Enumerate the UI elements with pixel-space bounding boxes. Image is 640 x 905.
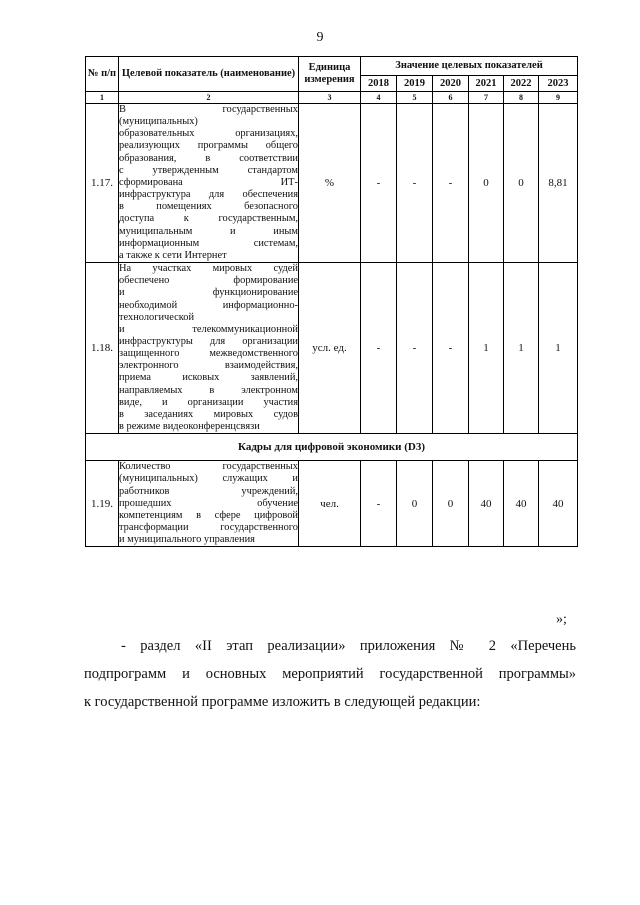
- column-number: 7: [469, 92, 504, 104]
- paragraph-line: - раздел «II этап реализации» приложения № 2 «Перечень: [121, 638, 576, 654]
- value-cell: 0: [469, 104, 504, 263]
- column-number: 4: [361, 92, 397, 104]
- paragraph-line: подпрограмм и основных мероприятий государственной программы»: [84, 666, 576, 682]
- header-year: 2023: [539, 76, 578, 92]
- header-num: № п/п: [86, 57, 119, 92]
- indicator-description: [119, 104, 299, 263]
- description-line: сформирована ИТ-: [119, 176, 298, 188]
- column-number: 5: [397, 92, 433, 104]
- value-cell: 8,81: [539, 104, 578, 263]
- description-line: а также к сети Интернет: [119, 249, 227, 261]
- column-number: 8: [504, 92, 539, 104]
- description-line: компетенциям в сфере цифровой: [119, 509, 298, 521]
- paragraph-line: к государственной программе изложить в следующей редакции:: [84, 694, 481, 710]
- value-cell: 1: [539, 263, 578, 434]
- column-number: 2: [119, 92, 299, 104]
- value-cell: 40: [469, 461, 504, 547]
- header-year: 2019: [397, 76, 433, 92]
- table-row: [86, 104, 578, 263]
- description-line: и телекоммуникационной: [119, 323, 298, 335]
- description-line: и функционирование: [119, 287, 298, 299]
- header-year: 2018: [361, 76, 397, 92]
- description-line: (муниципальных) служащих и: [119, 473, 298, 485]
- value-cell: -: [397, 263, 433, 434]
- table-row: [86, 263, 578, 434]
- description-line: приема исковых заявлений,: [119, 372, 298, 384]
- value-cell: 40: [539, 461, 578, 547]
- header-year: 2021: [469, 76, 504, 92]
- value-cell: -: [361, 263, 397, 434]
- column-number: 6: [433, 92, 469, 104]
- description-line: реализующих программы общего: [119, 140, 298, 152]
- description-line: прошедших обучение: [119, 497, 298, 509]
- value-cell: 1: [504, 263, 539, 434]
- description-line: В государственных: [119, 104, 298, 115]
- description-line: электронного взаимодействия,: [119, 360, 298, 372]
- header-year: 2022: [504, 76, 539, 92]
- description-line: с утвержденным стандартом: [119, 164, 298, 176]
- description-line: доступа к государственным,: [119, 213, 298, 225]
- value-cell: -: [361, 104, 397, 263]
- description-line: и муниципального управления: [119, 534, 255, 546]
- header-indicator: Целевой показатель (наименование): [119, 57, 299, 92]
- description-line: виде, и организации участия: [119, 396, 298, 408]
- row-number: 1.18.: [86, 263, 119, 434]
- header-values-group: Значение целевых показателей: [361, 57, 578, 76]
- indicator-description: [119, 263, 299, 434]
- description-line: инфраструктуры для организации: [119, 335, 298, 347]
- row-number: 1.19.: [86, 461, 119, 547]
- target-indicators-table: [85, 56, 578, 547]
- description-line: муниципальным и иным: [119, 225, 298, 237]
- description-line: в помещениях безопасного: [119, 201, 298, 213]
- description-line: На участках мировых судей: [119, 263, 298, 275]
- description-line: работников учреждений,: [119, 485, 298, 497]
- value-cell: 40: [504, 461, 539, 547]
- closing-quote: »;: [556, 612, 567, 627]
- row-number: 1.17.: [86, 104, 119, 263]
- description-line: информационным системам,: [119, 237, 298, 249]
- description-line: образовательных организациях,: [119, 128, 298, 140]
- description-line: инфраструктура для обеспечения: [119, 189, 298, 201]
- section-title: Кадры для цифровой экономики (D3): [86, 434, 578, 461]
- unit-cell: усл. ед.: [299, 263, 361, 434]
- value-cell: -: [433, 104, 469, 263]
- header-unit: Единица измерения: [299, 57, 361, 92]
- table-row: [86, 461, 578, 547]
- value-cell: -: [361, 461, 397, 547]
- value-cell: -: [433, 263, 469, 434]
- description-line: (муниципальных): [119, 116, 198, 128]
- description-line: в режиме видеоконференцсвязи: [119, 421, 260, 433]
- description-line: образования, в соответствии: [119, 152, 298, 164]
- column-number: 1: [86, 92, 119, 104]
- value-cell: 0: [433, 461, 469, 547]
- header-year: 2020: [433, 76, 469, 92]
- unit-cell: %: [299, 104, 361, 263]
- description-line: направляемых в электронном: [119, 384, 298, 396]
- value-cell: 0: [504, 104, 539, 263]
- description-line: в заседаниях мировых судов: [119, 408, 298, 420]
- description-line: Количество государственных: [119, 461, 298, 473]
- description-line: обеспечено формирование: [119, 275, 298, 287]
- page-number: 9: [316, 30, 324, 45]
- column-number: 3: [299, 92, 361, 104]
- indicator-description: [119, 461, 299, 547]
- description-line: защищенного межведомственного: [119, 348, 298, 360]
- description-line: необходимой информационно-: [119, 299, 298, 311]
- description-line: трансформации государственного: [119, 522, 298, 533]
- description-line: технологической: [119, 311, 195, 323]
- unit-cell: чел.: [299, 461, 361, 547]
- column-number: 9: [539, 92, 578, 104]
- value-cell: 1: [469, 263, 504, 434]
- value-cell: 0: [397, 461, 433, 547]
- value-cell: -: [397, 104, 433, 263]
